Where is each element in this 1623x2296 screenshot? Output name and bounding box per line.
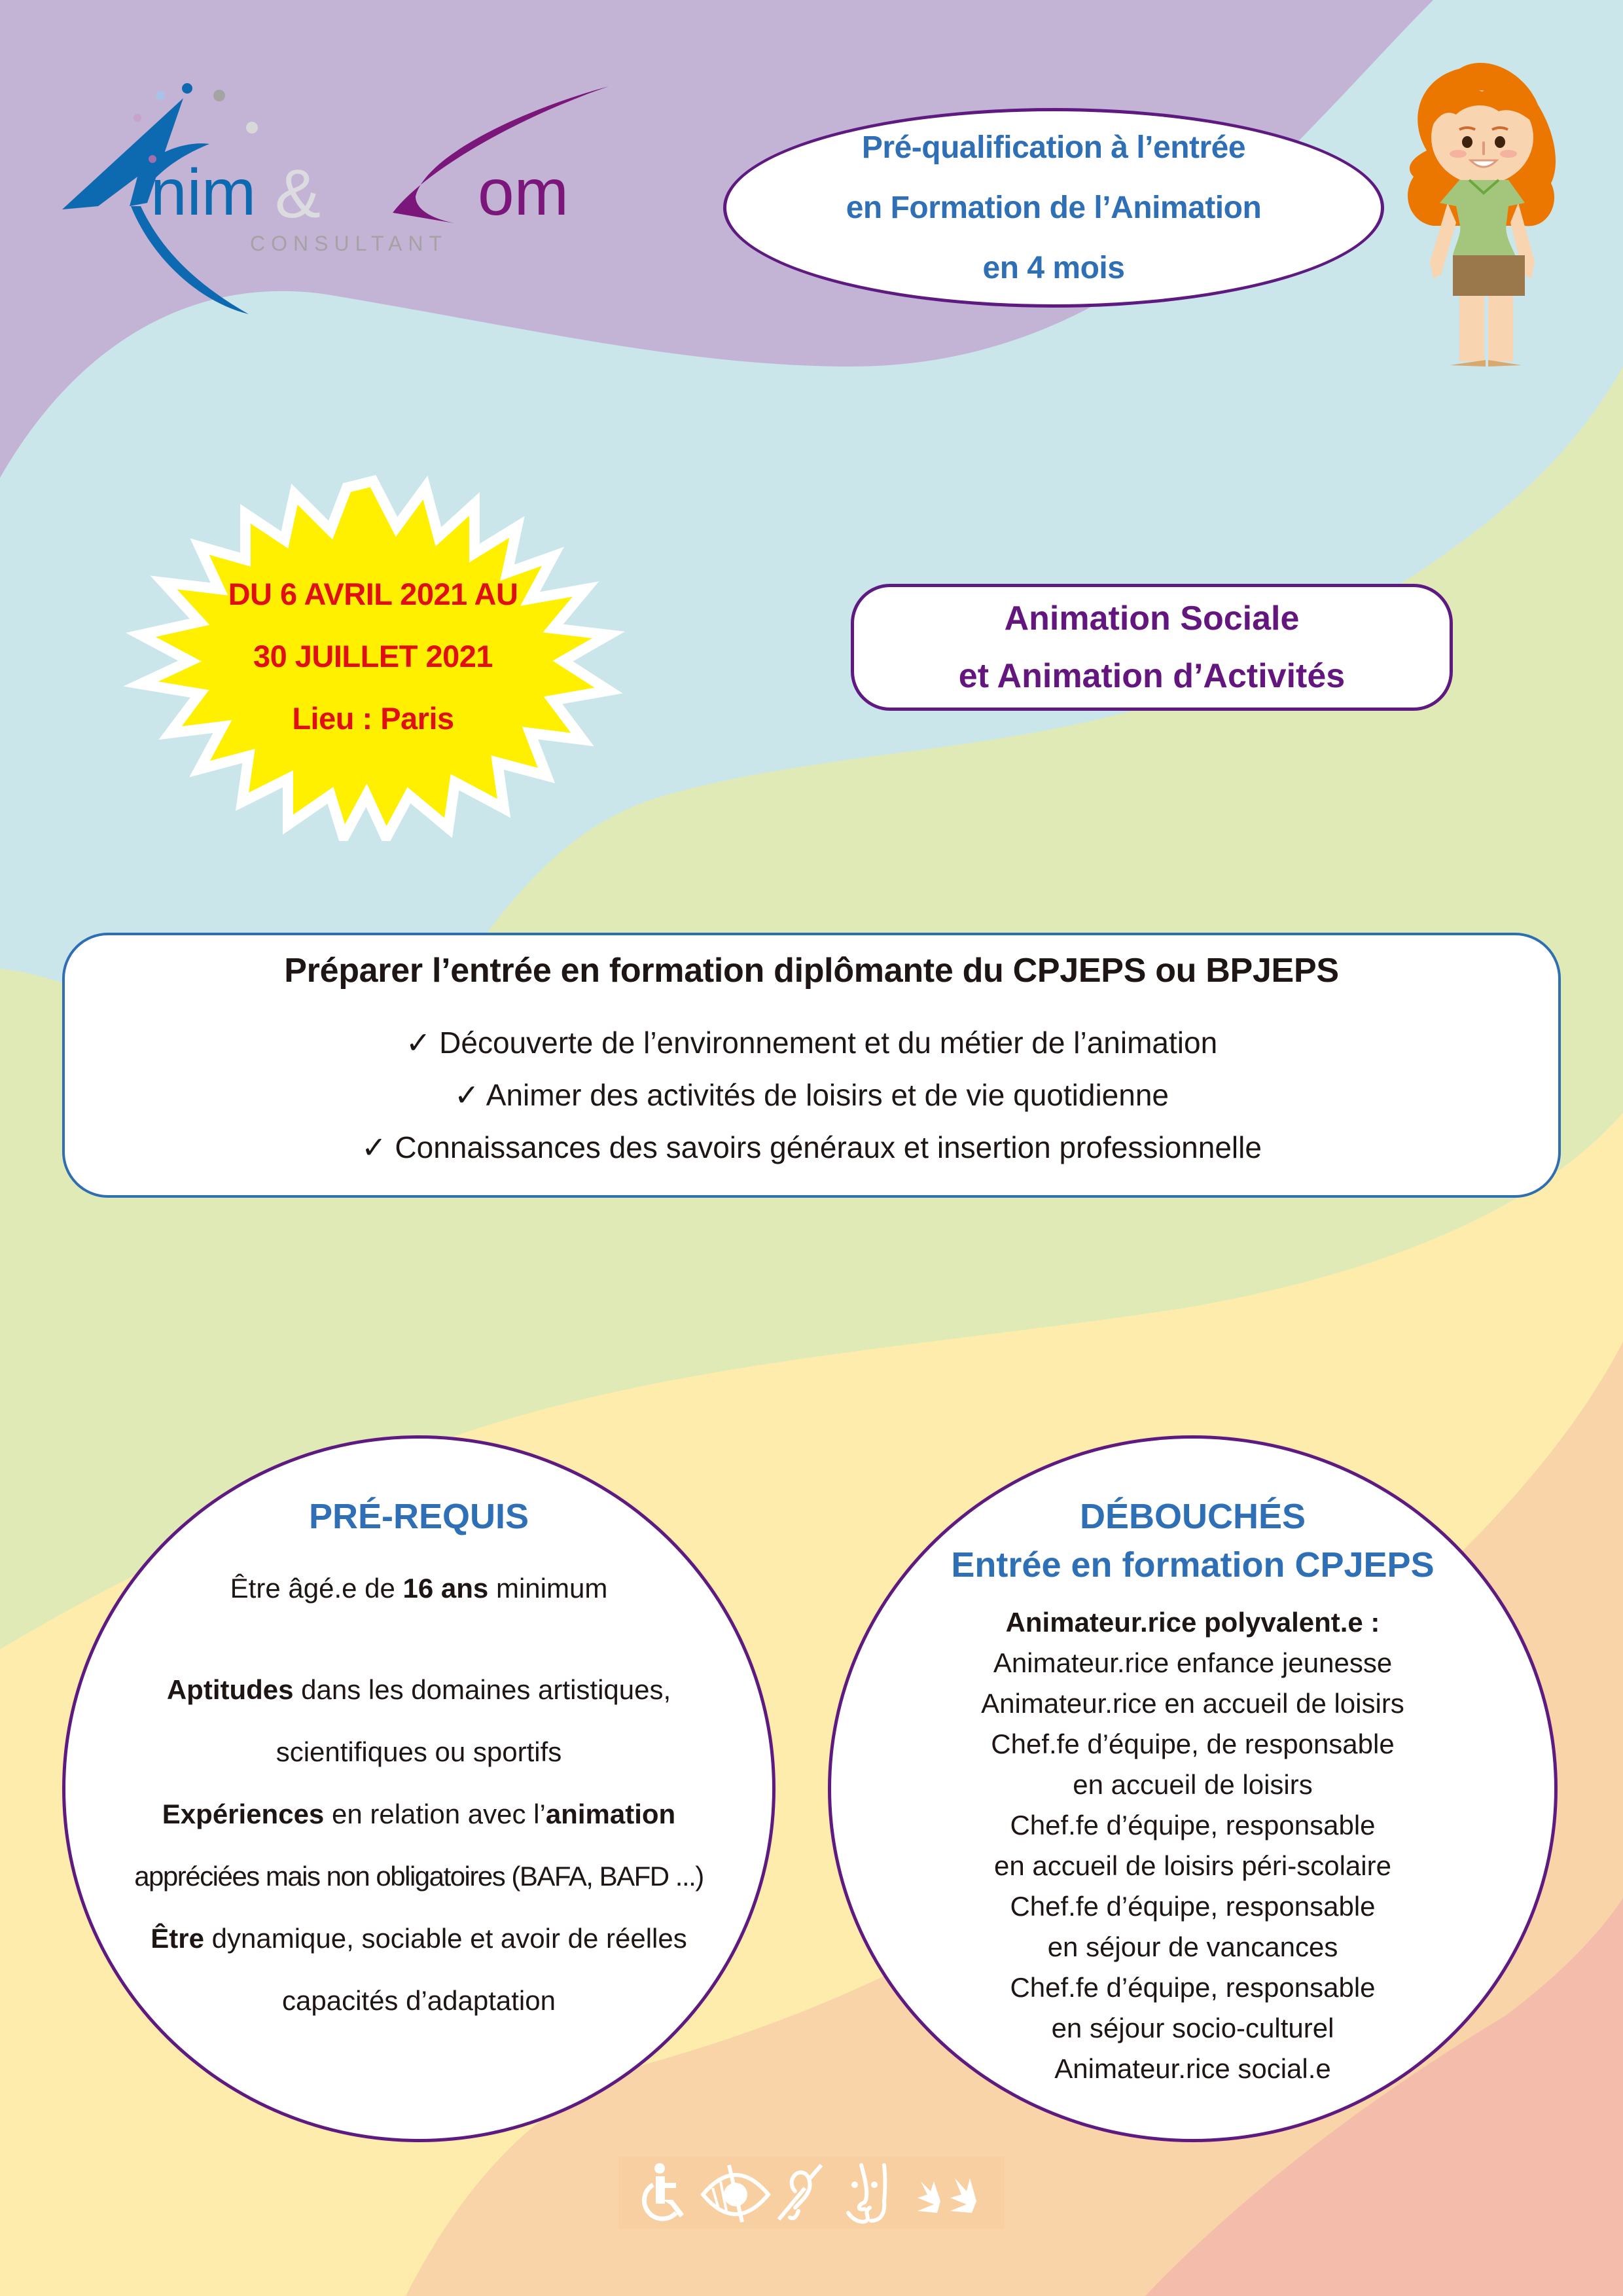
outcome-line: Chef.fe d’équipe, responsable: [1010, 1891, 1376, 1922]
svg-text:&: &: [275, 156, 321, 232]
svg-text:CONSULTANT: CONSULTANT: [250, 232, 448, 255]
specialty-box: [851, 584, 1453, 711]
company-logo: [59, 72, 674, 321]
end-date: 30 JUILLET 2021: [253, 639, 493, 673]
animator-character-illustration: [1394, 39, 1564, 563]
outcome-line: en séjour socio-culturel: [1051, 2013, 1334, 2043]
location: Lieu : Paris: [292, 701, 454, 736]
check-icon: ✓: [454, 1078, 480, 1112]
objectives-box: [62, 933, 1561, 1198]
objective-item: ✓ Découverte de l’environnement et du métier de l’animation: [405, 1026, 1218, 1060]
sign-language-icon: [914, 2162, 986, 2224]
specialty-line-1: Animation Sociale: [1004, 600, 1300, 637]
outcome-line: Chef.fe d’équipe, de responsable: [991, 1729, 1395, 1759]
outcomes-list: [831, 1602, 1554, 2089]
prerequisites-title: PRÉ-REQUIS: [308, 1497, 529, 1536]
prereq-aptitudes-2: scientifiques ou sportifs: [276, 1736, 562, 1767]
wheelchair-icon: [637, 2162, 696, 2224]
start-date: DU 6 AVRIL 2021 AU: [228, 577, 518, 611]
program-title-line-3: en 4 mois: [982, 250, 1125, 285]
program-title-line-1: Pré-qualification à l’entrée: [861, 130, 1246, 165]
svg-text:nim: nim: [151, 156, 257, 229]
prerequisites-circle: [62, 1435, 776, 2142]
outcomes-circle: [828, 1435, 1558, 2142]
specialty-line-2: et Animation d’Activités: [958, 657, 1346, 695]
outcome-line: Chef.fe d’équipe, responsable: [1010, 1810, 1376, 1840]
outcomes-subtitle: Entrée en formation CPJEPS: [951, 1545, 1435, 1585]
outcome-line: Animateur.rice social.e: [1054, 2053, 1331, 2084]
program-title-oval: [723, 108, 1384, 308]
outcome-line: Animateur.rice enfance jeunesse: [993, 1647, 1393, 1678]
prereq-experience: Expériences en relation avec l’animation: [162, 1799, 676, 1829]
hearing-impairment-icon: [776, 2162, 834, 2224]
outcome-line: Animateur.rice en accueil de loisirs: [981, 1688, 1404, 1719]
dates-text: [157, 563, 589, 749]
cognitive-disability-icon: [838, 2162, 910, 2224]
outcome-line: en accueil de loisirs péri-scolaire: [994, 1850, 1391, 1881]
objective-item: ✓ Connaissances des savoirs généraux et insertion professionnelle: [361, 1130, 1262, 1164]
prereq-aptitudes: Aptitudes dans les domaines artistiques,: [166, 1674, 671, 1705]
check-icon: ✓: [361, 1130, 387, 1164]
visual-impairment-icon: [700, 2162, 772, 2224]
check-icon: ✓: [405, 1026, 431, 1060]
prereq-age: Être âgé.e de 16 ans minimum: [230, 1573, 608, 1604]
outcome-line: en séjour de vancances: [1047, 1931, 1338, 1962]
outcome-line: Chef.fe d’équipe, responsable: [1010, 1972, 1376, 2003]
outcomes-lead: Animateur.rice polyvalent.e :: [1005, 1607, 1380, 1638]
outcomes-title: DÉBOUCHÉS: [1079, 1497, 1306, 1536]
prereq-experience-2: appréciées mais non obligatoires (BAFA, BAFD ...): [134, 1861, 704, 1892]
prereq-personality: Être dynamique, sociable et avoir de réelles: [151, 1923, 687, 1954]
prereq-personality-2: capacités d’adaptation: [282, 1985, 556, 2016]
objective-item: ✓ Animer des activités de loisirs et de vie quotidienne: [454, 1078, 1169, 1112]
accessibility-icons: [618, 2157, 1005, 2229]
outcome-line: en accueil de loisirs: [1073, 1769, 1313, 1800]
logo-mark: [59, 72, 674, 321]
program-title-line-2: en Formation de l’Animation: [846, 190, 1262, 225]
svg-text:om: om: [478, 156, 569, 229]
objectives-title: Préparer l’entrée en formation diplômante du CPJEPS ou BPJEPS: [284, 952, 1339, 990]
